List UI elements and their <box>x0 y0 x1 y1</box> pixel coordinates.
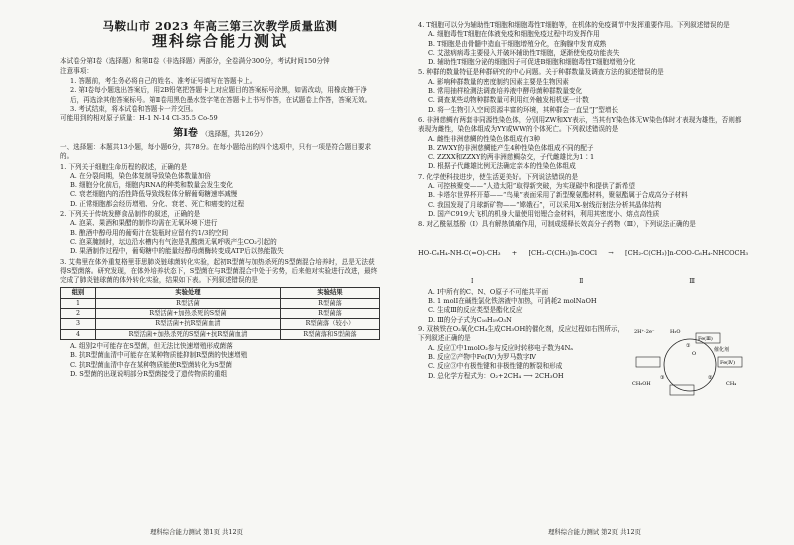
complex-box <box>636 357 660 367</box>
fig-label: H₂O <box>670 329 681 336</box>
table-cell: 2 <box>61 309 96 319</box>
catalytic-cycle-diagram <box>630 325 748 403</box>
reaction-plus: + <box>511 248 518 257</box>
section-subtitle: （选择题，共126分） <box>201 129 267 138</box>
option-a: A. 泡菜、果酒和果醋的制作均需在无氧环境下进行 <box>70 219 218 228</box>
option-b: B. 1 molⅠ在碱性氯化铁溶液中加热，可消耗2 molNaOH <box>428 297 597 306</box>
note-item: 1. 答题前，考生务必将自己的姓名、准考证号填写在答题卡上。 <box>70 77 257 86</box>
question-2 <box>60 210 380 256</box>
question-9 <box>418 325 748 403</box>
table-cell: 1 <box>61 298 96 308</box>
table-cell: R型活菌 <box>96 298 281 308</box>
question-8 <box>418 220 748 229</box>
table-row <box>61 329 380 339</box>
option-d: D. 果酒制作过程中，葡萄糖中的能量经醇母菌酶转变成ATP后以热能散失 <box>70 247 284 256</box>
table-header: 实验结果 <box>281 288 380 298</box>
option-c: C. 我国发现了月球新矿物——“嫦娥石”，可以采用X-射线衍射法分析其晶体结构 <box>428 200 662 209</box>
question-3 <box>60 258 380 286</box>
catalyst-label: 催化剂 <box>714 347 730 354</box>
option-c: C. 反应③中有极性键和非极性键的断裂和形成 <box>428 362 563 371</box>
paper-title: 理科综合能力测试 <box>151 32 288 51</box>
option-d: D. 国产C919大飞机的机身大量使用铝锂合金材料，利用其密度小、熔点高性质 <box>428 209 660 218</box>
question-stem: 1. 下列关于细胞生命历程的叙述，正确的是 <box>60 162 188 171</box>
note-item: 3. 考试结束，将本试卷和答题卡一并交回。 <box>70 105 198 114</box>
fig-label: O <box>692 351 697 358</box>
table-cell: R型菌落 <box>281 309 380 319</box>
table-cell: R型活菌+抗R型菌血清 <box>96 319 281 329</box>
table-header: 实验处理 <box>96 288 281 298</box>
question-stem: 3. 艾弗里在体外重复格里菲思肺炎链球菌转化实验，起初R型菌与加热杀死的S型菌混合培养时，总是无法获得S型菌落。研究发现，在体外培养状态下，S型菌在与R型菌混合中处于劣势，后来他对实验进行改进，最终完成了肺炎链球菌的体外转化实验，结果如下表。下列叙述错误的是 <box>60 257 378 285</box>
question-stem: 5. 种群的数量特征是种群研究的中心问题。关于种群数量及调查方法的叙述错误的是 <box>418 68 664 77</box>
option-c: C. 艾滋病病毒主要侵入并破坏辅助性T细胞，逐渐使免疫功能丧失 <box>428 48 620 57</box>
question-stem: 7. 化学使科技进步，使生活更美好。下列说法错误的是 <box>418 172 579 181</box>
option-b: B. 卡塔尔世界杯开幕——“鸟巢”表面采用了新型聚氨酯材料，聚氨酯属于合成高分子材料 <box>428 191 688 200</box>
exam-title: 马鞍山市 2023 年高三第三次教学质量监测 <box>102 19 338 33</box>
fig-label: 2H⁺·2e⁻ <box>634 329 655 336</box>
table-header: 组别 <box>61 288 96 298</box>
notes-list <box>60 77 380 114</box>
option-c: C. 生成Ⅲ的反应类型是酯化反应 <box>428 306 523 315</box>
fig-label: CH₃OH <box>632 381 651 388</box>
option-a: A. Ⅰ中所有的C、N、O原子不可能共平面 <box>428 287 549 296</box>
fig-label: ② <box>708 375 713 382</box>
table-cell: 3 <box>61 319 96 329</box>
option-d: D. S型菌的出现说明部分R型菌接受了遗传物质的重组 <box>70 369 228 378</box>
option-c: C. 衰老细胞内的活性降低导致线粒体分解葡萄糖速率减慢 <box>70 190 238 199</box>
footer-left: 理科综合能力测试 第1页 共12页 <box>150 528 243 536</box>
label-2: Ⅱ <box>579 277 584 285</box>
chem-labels <box>418 277 748 286</box>
option-d: D. Ⅲ的分子式为C₁₆H₁₉O₃N <box>428 315 512 324</box>
label-1: Ⅰ <box>470 277 474 285</box>
table-cell: R型菌落 <box>281 298 380 308</box>
option-b: B. 抗R型菌血清中可能存在某种物质能抑制R型菌的快速增殖 <box>70 351 248 360</box>
option-a: A. 可控核聚变——“人造太阳”取得新突破，为实现碳中和提供了新希望 <box>428 182 635 191</box>
molecule-2: [CH₂-C(CH₃)]n-COCl <box>528 248 598 257</box>
reaction-arrow: → <box>608 248 614 257</box>
section-instruction: 一、选择题：本题共13小题，每小题6分，共78分。在每小题给出的四个选项中，只有一项是符合题目要求的。 <box>60 142 372 161</box>
option-a: A. 细胞毒性T细胞在体液免疫和细胞免疫过程中均发挥作用 <box>428 30 600 39</box>
option-b: B. T细胞是由骨髓中造血干细胞增殖分化，在胸腺中发育成熟 <box>428 39 607 48</box>
question-1 <box>60 163 380 209</box>
option-c: C. 调查某些动物种群数量可利用红外触发相机逐一计数 <box>428 96 589 105</box>
page-left <box>60 20 380 379</box>
option-b: B. 酿酒中醇母用的葡萄汁在装瓶时应留有约1/3的空间 <box>70 228 229 237</box>
option-d: D. 正常细胞都会经历增殖、分化、衰老、死亡和癌变的过程 <box>70 199 245 208</box>
option-b: B. 反应②产物中Fe(Ⅳ)为罗马数字Ⅳ <box>428 352 537 361</box>
notes-heading: 注意事项： <box>60 66 93 75</box>
experiment-table <box>60 287 380 339</box>
question-4 <box>418 21 748 67</box>
section-heading <box>60 129 380 139</box>
option-d: D. 将一生物引入空间资源丰富的环境，其种群会一直呈“J”型增长 <box>428 105 619 114</box>
question-stem: 8. 对乙酰氨基酚（Ⅰ）具有解热镇痛作用，可制成缓释长效高分子药物（Ⅲ），下列说法正确的是 <box>418 220 696 229</box>
table-row <box>61 298 380 308</box>
option-a: A. 反应①中1molO₂参与反应时转移电子数为4Nₐ <box>428 343 573 352</box>
fig-label: ③ <box>660 375 665 382</box>
table-cell: R型活菌+加热杀死的S型菌+抗R型菌血清 <box>96 329 281 339</box>
intro-text: 本试卷分第Ⅰ卷（选择题）和第Ⅱ卷（非选择题）两部分，全卷满分300分，考试时间150分钟 <box>60 56 330 65</box>
question-stem: 4. T细胞可以分为辅助性T细胞和细胞毒性T细胞等，在机体的免疫调节中发挥重要作用。下列叙述错误的是 <box>418 21 730 29</box>
section-title: 第Ⅰ卷 <box>173 127 198 139</box>
molecule-1: HO-C₆H₄-NH-C(=O)-CH₃ <box>418 248 501 257</box>
table-row <box>61 309 380 319</box>
table-cell: R型活菌+加热杀死的S型菌 <box>96 309 281 319</box>
page-right <box>418 20 748 403</box>
table-row <box>61 319 380 329</box>
option-d: D. 根据子代雌雄比例无法确定亲本的性染色体组成 <box>428 162 576 171</box>
note-item: 2. 第Ⅰ卷每小题选出答案后，用2B铅笔把答题卡上对应题目的答案标号涂黑，如需改动，用橡皮擦干净后，再选涂其他答案标号。第Ⅱ卷用黑色墨水签字笔在答题卡上书写作答，在试题卷上作答，答案无效。 <box>70 86 372 104</box>
option-d: D. 总化学方程式为：O₂+2CH₄ ⟶ 2CH₃OH <box>428 371 564 380</box>
label-3: Ⅲ <box>689 277 696 285</box>
fig-label: ① <box>686 343 691 350</box>
option-a: A. 组别2中可能存在S型菌，但无法比快速增殖形成菌落 <box>70 341 233 350</box>
fig-label: Fe(Ⅳ) <box>720 360 736 367</box>
question-stem: 2. 下列关于传统发酵食品制作的叙述，正确的是 <box>60 210 201 219</box>
question-stem: 6. 非洲慈鲷有两套非同源性染色体，分别用ZW和XY表示，当其有Y染色体无W染色体时才表现为雄性，否则都表现为雌性，染色体组成为YY或WW的个体死亡。下列叙述错误的是 <box>418 115 742 134</box>
footer-right: 理科综合能力测试 第2页 共12页 <box>548 528 641 536</box>
option-b: B. ZWXY的非洲慈鲷能产生4种性染色体组成不同的配子 <box>428 143 594 152</box>
question-9-text <box>418 325 630 403</box>
atomic-masses: 可能用到的相对原子质量：H-1 N-14 Cl-35.5 Co-59 <box>60 114 218 123</box>
fig-label: CH₄ <box>726 381 737 388</box>
question-stem: 9. 双核铁在O₂氧化CH₄生成CH₃OH的催化剂，反应过程如右图所示，下列叙述正确的是 <box>418 325 625 343</box>
chem-structures <box>418 232 748 276</box>
table-cell: 4 <box>61 329 96 339</box>
option-a: A. 在分裂间期，染色体复制导致染色体数量加倍 <box>70 171 211 180</box>
option-b: B. 细胞分化前后，细胞内RNA的种类和数量会发生变化 <box>70 181 234 190</box>
table-cell: R型菌落（较小） <box>281 319 380 329</box>
question-7 <box>418 173 748 219</box>
table-header-row <box>61 288 380 298</box>
fig-label: Fe(Ⅲ) <box>698 336 713 343</box>
option-c: C. ZZXX和ZZXY的两非洲慈鲷杂交，子代雌雄比为1∶1 <box>428 153 595 162</box>
option-c: C. 泡菜腌制时，坛边沿水槽内有气泡是乳酸菌无氧呼吸产生CO₂引起的 <box>70 237 277 246</box>
option-a: A. 雌性非洲慈鲷的性染色体组成有3种 <box>428 134 541 143</box>
option-b: B. 常用抽样检测法调查培养液中酵母菌种群数量变化 <box>428 87 583 96</box>
option-d: D. 辅助性T细胞分泌的细胞因子可促进B细胞和细胞毒性T细胞增殖分化 <box>428 58 636 67</box>
option-c: C. 抗R型菌血清中存在某种物质能使R型菌转化为S型菌 <box>70 360 232 369</box>
option-a: A. 影响种群数量的密度制约因素主要是生物因素 <box>428 77 569 86</box>
question-6 <box>418 116 748 172</box>
question-5 <box>418 68 748 114</box>
molecule-3: [CH₂-C(CH₃)]n-COO-C₆H₄-NHCOCH₃ <box>625 248 748 257</box>
table-cell: R型菌落和S型菌落 <box>281 329 380 339</box>
